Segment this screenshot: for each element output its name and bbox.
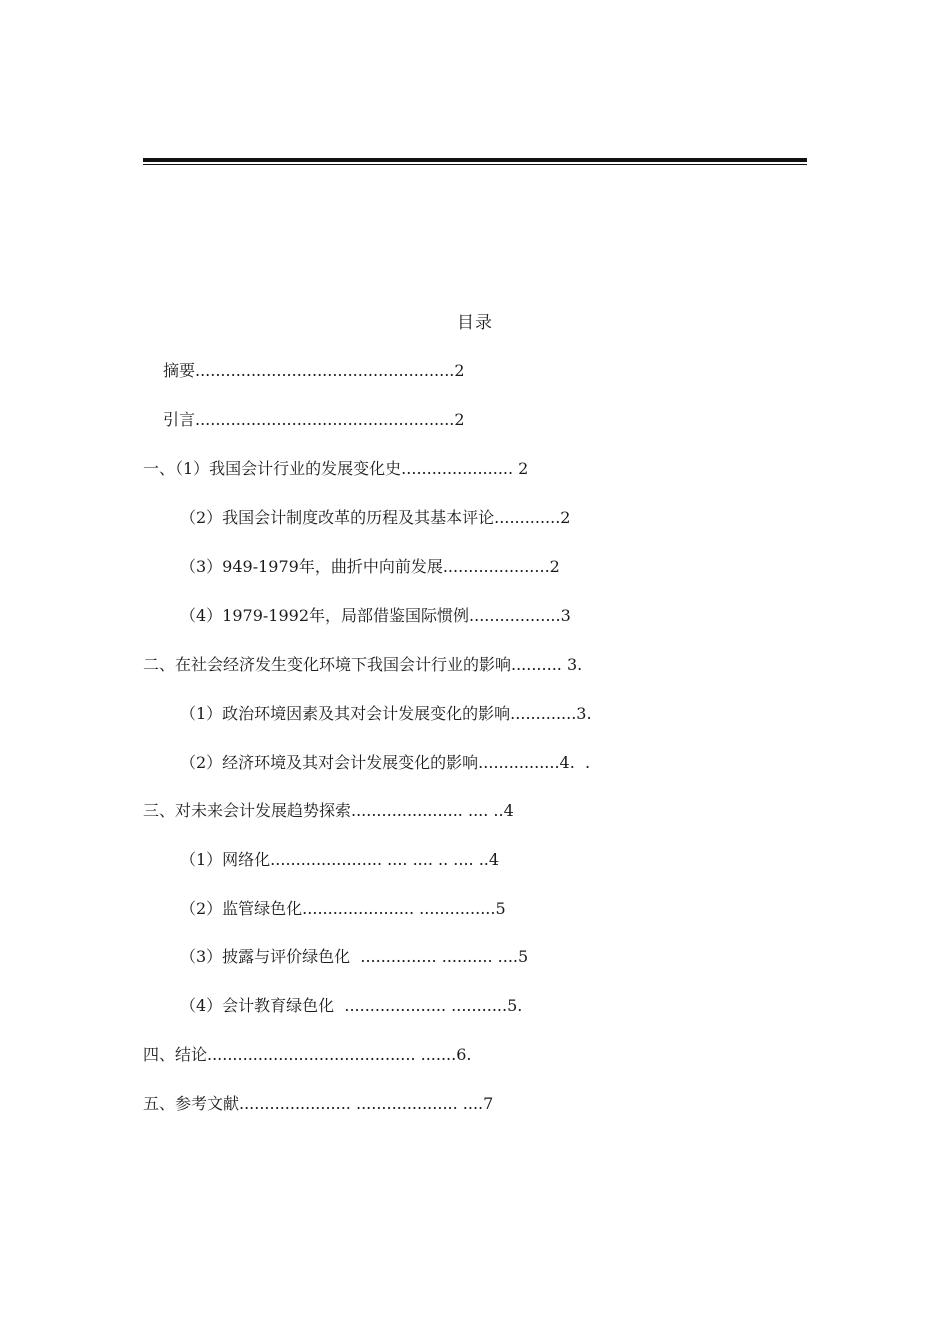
toc-entry-section-2-2: （2）经济环境及其对会计发展变化的影响................4. . [180,753,591,772]
header-rule-thick [143,158,807,162]
toc-entry-introduction: 引言...................................................2 [163,410,465,429]
toc-entry-abstract: 摘要...................................................2 [163,361,465,380]
toc-title: 目录 [457,313,493,333]
toc-entry-section-1: 一、（1）我国会计行业的发展变化史...................... 2 [143,459,529,478]
toc-entry-section-1-2: （2）我国会计制度改革的历程及其基本评论.............2 [180,508,571,527]
toc-entry-section-2: 二、在社会经济发生变化环境下我国会计行业的影响.......... 3. [143,655,583,674]
toc-entry-section-3-1: （1）网络化...................... .... .... .. .... ..4 [180,850,500,869]
toc-entry-section-3-2: （2）监管绿色化...................... ...............5 [180,899,506,918]
toc-entry-section-3: 三、对未来会计发展趋势探索...................... .... ..4 [143,801,514,820]
toc-entry-section-5: 五、参考文献...................... .................... ....7 [143,1094,494,1113]
toc-entry-section-1-4: （4）1979-1992年，局部借鉴国际惯例..................3 [180,606,571,625]
header-rule-thin [143,164,807,165]
toc-entry-section-4: 四、结论......................................... .......6. [143,1045,472,1064]
toc-entry-section-1-3: （3）949-1979年，曲折中向前发展.....................2 [180,557,560,576]
toc-entry-section-3-3: （3）披露与评价绿色化 ............... .......... ....5 [180,947,529,966]
toc-entry-section-2-1: （1）政治环境因素及其对会计发展变化的影响.............3. [180,704,592,723]
toc-entry-section-3-4: （4）会计教育绿色化 .................... ...........5. [180,996,523,1015]
